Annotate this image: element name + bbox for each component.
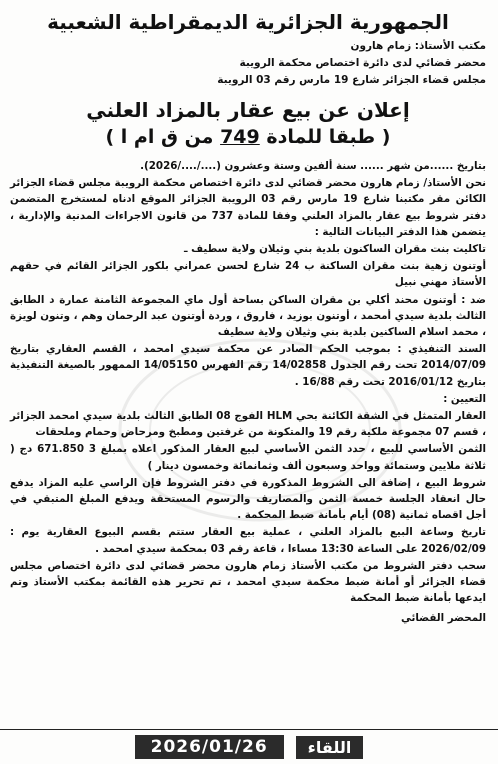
office-name: مكتب الأستاذ: زمام هارون	[350, 40, 486, 52]
base-price: الثمن الأساسي للبيع ، حدد الثمن الأساسي لبيع العقار المذكور اعلاه بمبلغ 3 671.850 دج ( ثلاثة ملايين وستمائة وواحد وسبعون ألف وثمانمائة وخمسون دينار )	[10, 443, 486, 472]
republic-heading: الجمهورية الجزائرية الديمقراطية الشعبية	[47, 10, 449, 34]
defendants: ضد : أوتنون محند أكلي بن مقران الساكن بساحة أول ماي المجموعة الثامنة عمارة د الطابق الثالث بلدية سيدي أمحمد ، أوتنون بوزيد ، فاروق ، وردة أوتنون عبد الرحمان وهم ، وتنون لويزة ، محمد اسلام الساكنين بلدية بني وثيلان ولاية سطيف	[10, 293, 486, 339]
signature-label: المحضر القضائي	[401, 612, 486, 625]
bailiff-jurisdiction: محضر قضائي لدى دائرة اختصاص محكمة الرويبة	[239, 57, 486, 69]
office-address: مجلس قضاء الجزائر شارع 19 مارس رقم 03 الرويبة	[217, 74, 486, 86]
publication-date: 2026/01/26	[135, 735, 284, 759]
subtitle-suffix: من ق ام ا )	[105, 126, 214, 148]
designation-heading: التعيين :	[443, 392, 486, 405]
enforcement-title: السند التنفيذي : بموجب الحكم الصادر عن محكمة سيدي امحمد ، القسم العقاري بتاريخ 2014/07/09 تحت رقم الجدول 14/02858 رقم الفهرس 14/05150 الممهور بالصيغة التنفيذية بتاريخ 2016/01/12 تحت رقم 16/88 .	[10, 343, 486, 388]
subtitle-prefix: ( طبقا للمادة	[266, 126, 391, 148]
date-line: بتاريخ ......من شهر ...... سنة ألفين وستة وعشرون (..../..../2026).	[140, 160, 486, 172]
bailiff-statement: نحن الأستاذ/ زمام هارون محضر قضائي لدى دائرة اختصاص محكمة الرويبة مجلس قضاء الجزائر الكائن مقر مكتبنا شارع 19 مارس رقم 03 الرويبة الجزائر الموقع ادناه لمستخرج المتضمن دفتر شروط بيع عقار بالمزاد العلني وفقا للمادة 737 من قانون الاجراءات المدنية والإدارية ، يتضمن هذا الدفتر البيانات التالية :	[10, 177, 486, 238]
newspaper-name: اللقاء	[296, 736, 364, 759]
announcement-title: إعلان عن بيع عقار بالمزاد العلني	[86, 98, 410, 122]
announcement-heading	[10, 97, 486, 150]
footer-bar	[0, 729, 498, 764]
announcement-body	[10, 158, 486, 606]
announcement-subtitle	[10, 124, 486, 150]
auction-date-time: تاريخ وساعة البيع بالمزاد العلني ، عملية بيع العقار ستتم بقسم البيوع العقارية يوم : 2026/02/09 على الساعة 13:30 مساءا ، قاعة رقم 03 بمحكمة سيدي امحمد .	[10, 526, 486, 555]
sale-conditions: شروط البيع ، إضافة الى الشروط المذكورة في دفتر الشروط فإن الراسي عليه المزاد يدفع حال انعقاد الجلسة خمسة الثمن والمصاريف والرسوم المستحقة ويدفع المبلغ المتبقي في أجل اقصاه ثمانية (08) أيام بأمانة ضبط المحكمة .	[10, 476, 486, 522]
specifications-withdrawal: سحب دفتر الشروط من مكتب الأستاذ زمام هارون محضر قضائي لدى دائرة اختصاص مجلس قضاء الجزائر أو أمانة ضبط محكمة سيدي امحمد ، تم تحرير هذه القائمة بمكتب الأستاذ وتم ايدعها بأمانة ضبط المحكمة	[10, 559, 486, 605]
article-number: 749	[220, 126, 260, 148]
property-description: العقار المتمثل في الشقة الكائنة بحي HLM الفوج 08 الطابق الثالث بلدية سيدي امحمد الجزائر ، قسم 07 مجموعة ملكية رقم 19 والمتكونة من غرفتين ومطبخ ومرحاض وحمام وملحقات	[10, 410, 486, 439]
claimant-2: أوتنون زهية بنت مقران الساكنة ب 24 شارع لحسن عمراني بلكور الجزائر القائم في حقهم الأستاذ مهني نبيل	[10, 260, 486, 289]
claimant-1: تاكليت بنت مقران الساكنون بلدية بني وثيلان ولاية سطيف ـ	[184, 243, 486, 256]
